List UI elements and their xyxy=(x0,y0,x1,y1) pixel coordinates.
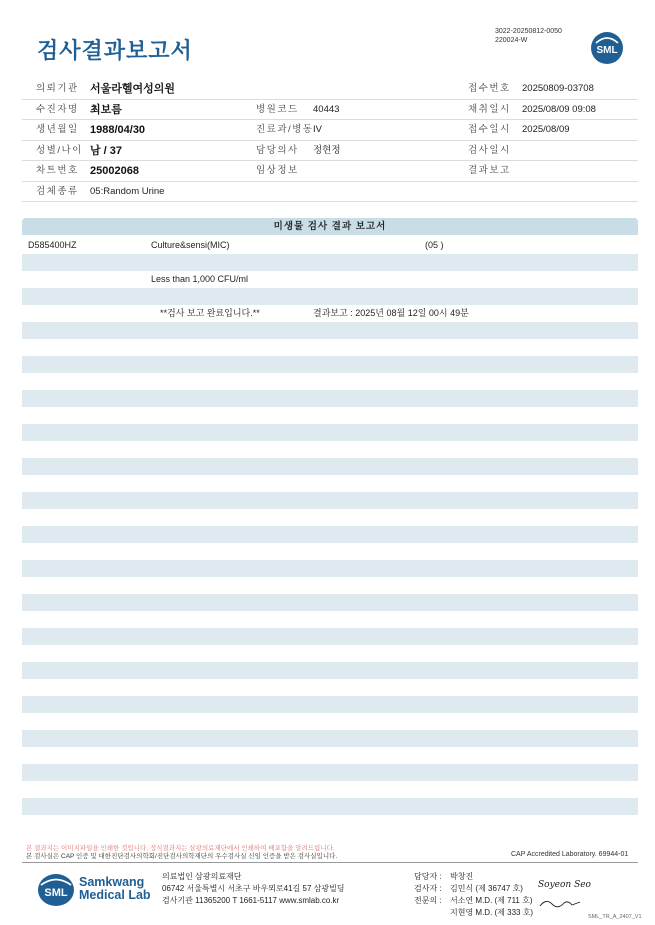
info-row xyxy=(22,79,638,100)
info-value: 남 / 37 xyxy=(90,144,123,157)
info-label: 차트번호 xyxy=(36,165,79,176)
result-stripe xyxy=(22,696,638,713)
result-stripe xyxy=(22,492,638,509)
results-header: 미생물 검사 결과 보고서 xyxy=(22,218,638,235)
cap-lab-number: CAP Accredited Laboratory. 69944-01 xyxy=(511,851,629,858)
info-label: 진료과/병동 xyxy=(256,124,314,135)
footer-divider xyxy=(22,862,638,863)
info-value: 20250809-03708 xyxy=(522,83,594,94)
result-stripe xyxy=(22,254,638,271)
document-id xyxy=(495,27,562,45)
samkwang-logo-text: SML xyxy=(44,887,68,899)
results-section xyxy=(22,218,638,318)
sml-logo-text: SML xyxy=(596,45,618,56)
address: 06742 서울특별시 서초구 바우뫼로41길 57 삼광빌딩 xyxy=(162,884,345,893)
staff-expert-name1: 서소연 M.D. (제 711 호) xyxy=(450,896,533,905)
result-stripe xyxy=(22,798,638,815)
info-row xyxy=(22,161,638,182)
result-stripe xyxy=(22,764,638,781)
info-value: 40443 xyxy=(313,103,340,115)
result-stripe xyxy=(22,662,638,679)
brand-line2: Medical Lab xyxy=(79,888,151,902)
staff-expert-name2: 지현영 M.D. (제 333 호) xyxy=(450,908,534,917)
report-complete-message: **검사 보고 완료입니다.** xyxy=(160,308,260,318)
form-code: SML_TR_A_2407_V1 xyxy=(588,914,642,920)
info-label: 성별/나이 xyxy=(36,144,83,156)
info-row xyxy=(22,120,638,141)
brand-line1: Samkwang xyxy=(79,875,145,889)
staff-manager-name: 박창진 xyxy=(450,872,474,881)
staff-tester xyxy=(414,883,533,895)
info-value: 정현정 xyxy=(313,144,341,156)
sml-logo-icon xyxy=(590,31,624,65)
result-stripe xyxy=(22,288,638,305)
info-label: 수진자명 xyxy=(36,103,79,115)
info-label: 담당의사 xyxy=(256,144,299,156)
info-label: 채취일시 xyxy=(468,103,511,115)
info-row xyxy=(22,141,638,162)
test-name: Culture&sensi(MIC) xyxy=(151,240,230,250)
lab-address-block xyxy=(162,871,345,907)
result-stripe xyxy=(22,424,638,441)
info-label: 결과보고 xyxy=(468,165,511,176)
brand-name xyxy=(79,876,151,902)
staff-block xyxy=(414,871,533,919)
signature-text: Soyeon Seo xyxy=(538,880,591,890)
info-label: 임상정보 xyxy=(256,165,299,176)
cap-certification-notice: 본 검사실은 CAP 인증 및 대한진단검사의학회/진단검사의학재단의 우수검사실 신임 인증을 받은 검사실입니다. xyxy=(26,853,338,860)
document-id-line2: 220024-W xyxy=(495,37,528,44)
report-time: 결과보고 : 2025년 08월 12일 00시 49분 xyxy=(313,308,469,318)
info-label: 병원코드 xyxy=(256,103,299,115)
result-stripe xyxy=(22,628,638,645)
result-stripe xyxy=(22,356,638,373)
info-label: 접수일시 xyxy=(468,124,511,135)
test-code: D585400HZ xyxy=(28,240,77,250)
image-print-notice: 본 결과지는 이미지파일을 인쇄한 것입니다. 정식결과지는 삼광의료재단에서 인쇄하여 배포함을 알려드립니다. xyxy=(26,845,335,852)
info-value: 25002068 xyxy=(90,165,139,177)
info-label: 검체종류 xyxy=(36,185,79,197)
staff-expert-2 xyxy=(414,907,533,919)
info-value: IV xyxy=(313,124,322,135)
contact: 검사기관 11365200 T 1661-5117 www.smlab.co.kr xyxy=(162,896,340,905)
info-label: 검사일시 xyxy=(468,144,511,156)
result-stripe xyxy=(22,594,638,611)
info-label: 의뢰기관 xyxy=(36,83,79,94)
staff-expert xyxy=(414,895,533,907)
info-value: 2025/08/09 09:08 xyxy=(522,103,596,115)
patient-info-table xyxy=(22,79,638,202)
staff-manager xyxy=(414,871,533,883)
org-name: 의료법인 삼광의료재단 xyxy=(162,872,242,881)
info-value: 서울라헬여성의원 xyxy=(90,83,176,95)
staff-manager-label: 담당자 : xyxy=(414,872,442,881)
info-value: 2025/08/09 xyxy=(522,124,570,135)
page-title: 검사결과보고서 xyxy=(37,38,193,63)
staff-tester-label: 검사자 : xyxy=(414,884,442,893)
specimen-code: (05 ) xyxy=(425,240,444,250)
info-value: 05:Random Urine xyxy=(90,185,165,197)
info-row xyxy=(22,100,638,121)
info-value: 1988/04/30 xyxy=(90,124,146,136)
info-label: 생년월일 xyxy=(36,124,79,135)
result-stripe xyxy=(22,390,638,407)
result-stripe xyxy=(22,458,638,475)
result-stripe xyxy=(22,322,638,339)
signature-scribble-icon xyxy=(538,894,582,912)
result-stripe xyxy=(22,526,638,543)
info-row xyxy=(22,182,638,203)
result-value: Less than 1,000 CFU/ml xyxy=(151,274,249,284)
staff-expert-label: 전문의 : xyxy=(414,896,442,905)
result-stripe xyxy=(22,560,638,577)
info-label: 접수번호 xyxy=(468,83,511,94)
staff-tester-name: 김민식 (제 36747 호) xyxy=(450,884,523,893)
info-value: 최보름 xyxy=(90,103,122,116)
samkwang-logo-icon xyxy=(37,873,75,907)
result-stripe xyxy=(22,730,638,747)
document-id-line1: 3022-20250812-0050 xyxy=(495,28,562,35)
